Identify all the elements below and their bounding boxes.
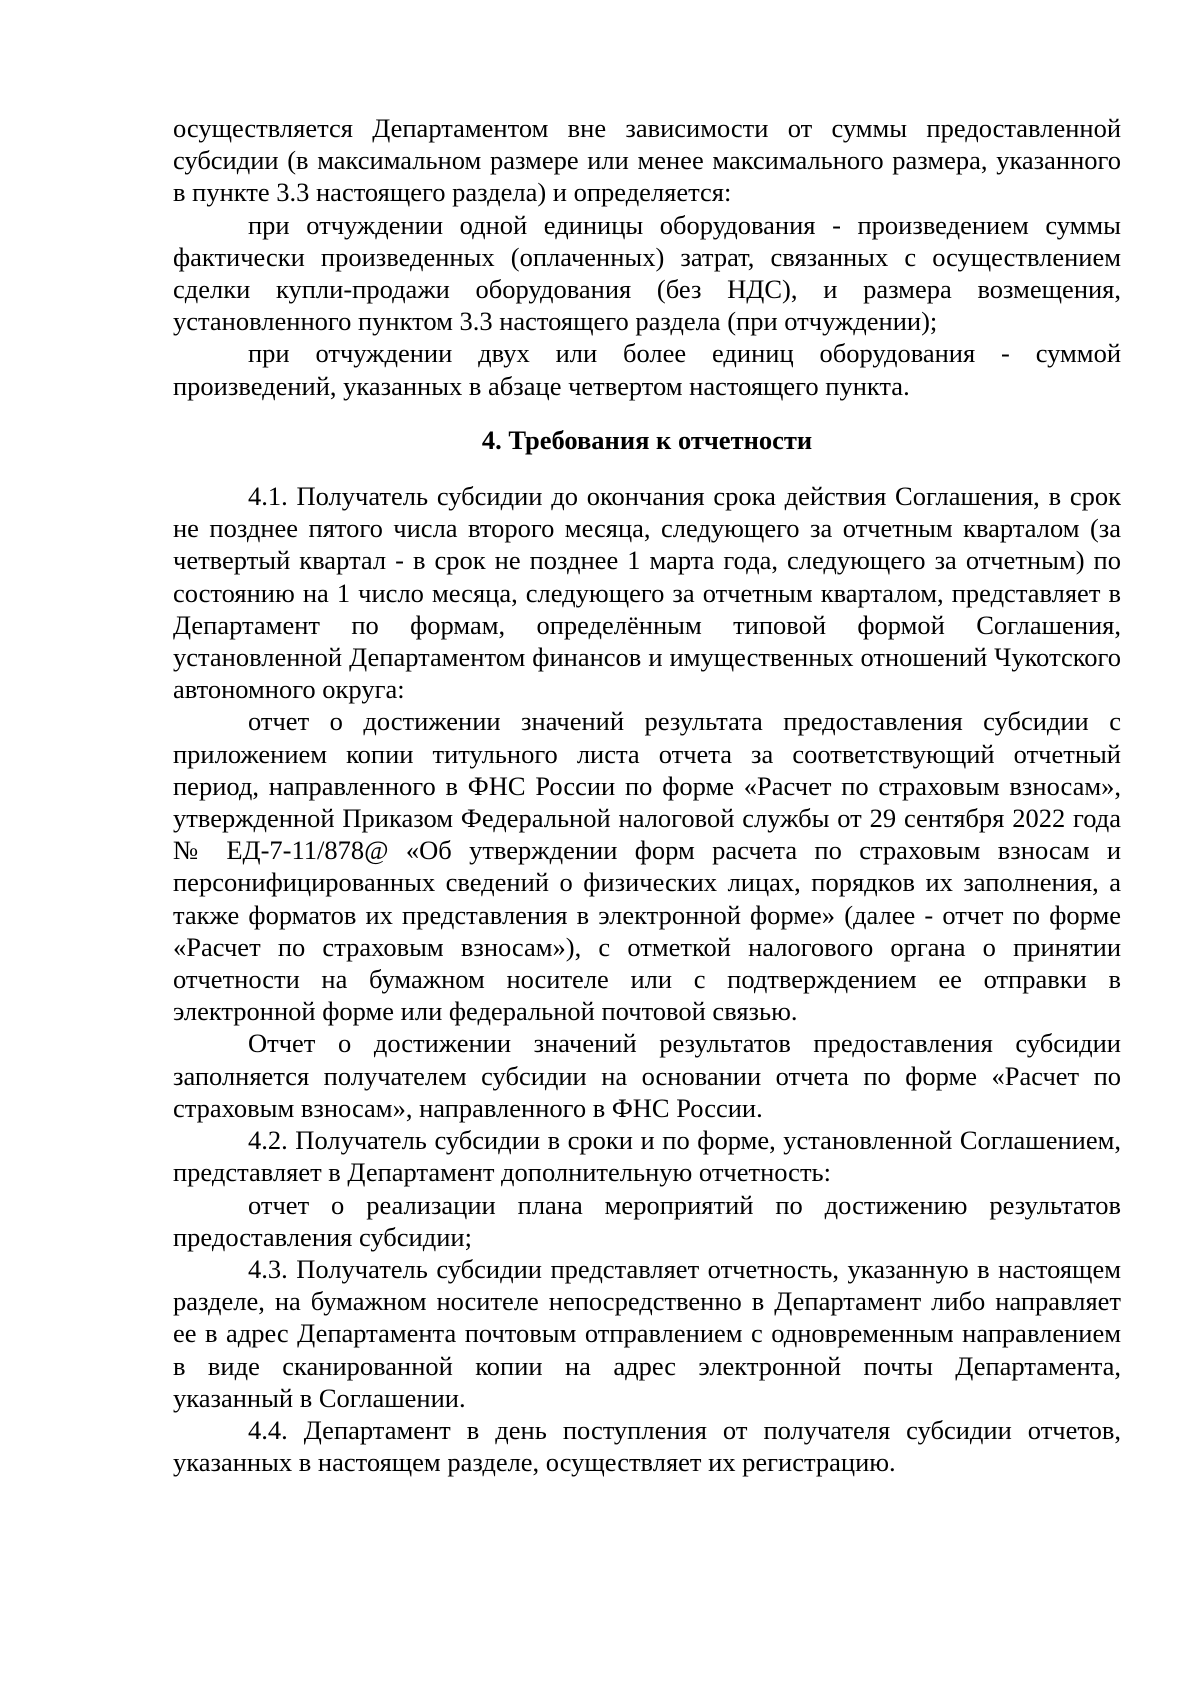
paragraph: отчет о реализации плана мероприятий по достижению результатов предоставления субсидии; xyxy=(173,1189,1121,1252)
paragraph: при отчуждении двух или более единиц оборудования - суммой произведений, указанных в абзаце четвертом настоящего пункта. xyxy=(173,338,1121,401)
document-page xyxy=(173,112,1121,1478)
paragraph: 4.3. Получатель субсидии представляет отчетность, указанную в настоящем разделе, на бумажном носителе непосредственно в Департамент либо направляет ее в адрес Департамента почтовым отправлением с одновременным направлением в виде сканированной копии на адрес электронной почты Департамента, указанный в Соглашении. xyxy=(173,1253,1121,1413)
paragraph: Отчет о достижении значений результатов предоставления субсидии заполняется получателем субсидии на основании отчета по форме «Расчет по страховым взносам», направленного в ФНС России. xyxy=(173,1028,1121,1123)
paragraph: отчет о достижении значений результата предоставления субсидии с приложением копии титульного листа отчета за соответствующий отчетный период, направленного в ФНС России по форме «Расчет по страховым взносам», утвержденной Приказом Федеральной налоговой службы от 29 сентября 2022 года № ЕД-7-11/878@ «Об утверждении форм расчета по страховым взносам и персонифицированных сведений о физических лицах, порядков их заполнения, а также форматов их представления в электронной форме» (далее - отчет по форме «Расчет по страховым взносам»), с отметкой налогового органа о принятии отчетности на бумажном носителе или с подтверждением ее отправки в электронной форме или федеральной почтовой связью. xyxy=(173,706,1121,1027)
paragraph: 4.2. Получатель субсидии в сроки и по форме, установленной Соглашением, представляет в Департамент дополнительную отчетность: xyxy=(173,1125,1121,1188)
paragraph: 4.1. Получатель субсидии до окончания срока действия Соглашения, в срок не позднее пятого числа второго месяца, следующего за отчетным кварталом (за четвертый квартал - в срок не позднее 1 марта года, следующего за отчетным) по состоянию на 1 число месяца, следующего за отчетным кварталом, представляет в Департамент по формам, определённым типовой формой Соглашения, установленной Департаментом финансов и имущественных отношений Чукотского автономного округа: xyxy=(173,481,1121,705)
paragraph: при отчуждении одной единицы оборудования - произведением суммы фактически произведенных (оплаченных) затрат, связанных с осуществлением сделки купли-продажи оборудования (без НДС), и размера возмещения, установленного пунктом 3.3 настоящего раздела (при отчуждении); xyxy=(173,209,1121,337)
paragraph: 4.4. Департамент в день поступления от получателя субсидии отчетов, указанных в настоящем разделе, осуществляет их регистрацию. xyxy=(173,1414,1121,1478)
paragraph: осуществляется Департаментом вне зависимости от суммы предоставленной субсидии (в максимальном размере или менее максимального размера, указанного в пункте 3.3 настоящего раздела) и определяется: xyxy=(173,113,1121,208)
section-heading: 4. Требования к отчетности xyxy=(481,424,813,455)
